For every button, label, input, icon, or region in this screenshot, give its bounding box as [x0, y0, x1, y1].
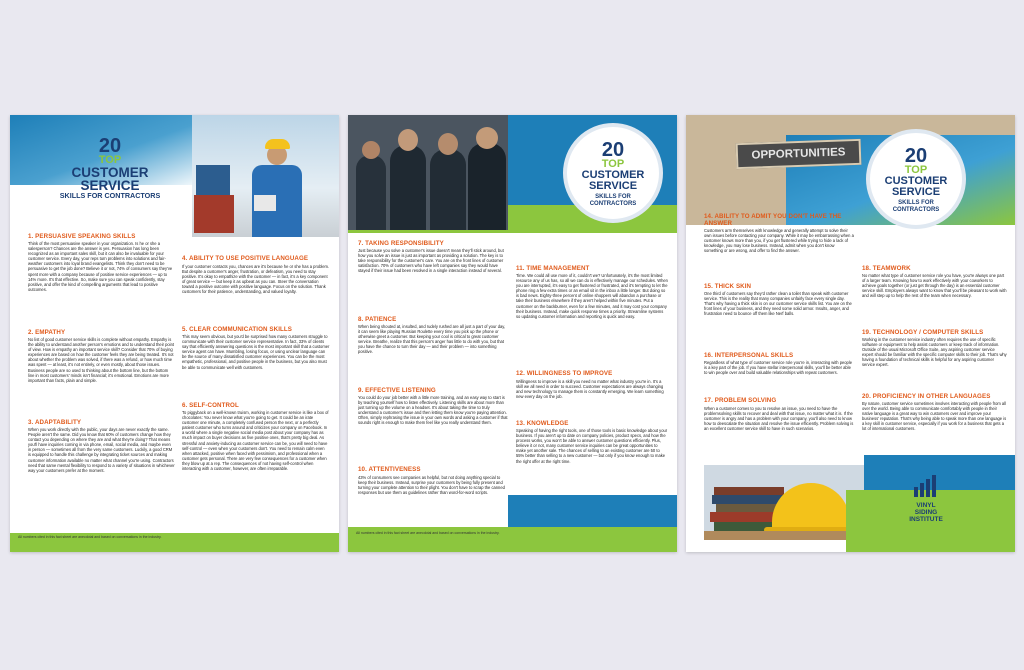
opportunities-banner: OPPORTUNITIES	[736, 139, 862, 169]
title-subtitle: SKILLS FOR CONTRACTORS	[892, 200, 940, 213]
title-top: TOP	[904, 164, 928, 176]
vsi-logo	[906, 473, 946, 535]
text-18: No matter what type of customer service role you have, you're always one part of a larger team. Knowing how to work effectively with your coworkers to achieve goals together (or just get through the day) is an essential customer service skill. Employers always want to know that you'll be pleasant to work with and will step up to help the rest of the team when necessary.	[862, 273, 1007, 299]
text-17: When a customer comes to you to resolve an issue, you need to have the problemsolving skills to recover and deal with that issue, no matter what it is. If the customer is angry and has a problem with your company, you'll also need to know how to deescalate the situation and resolve the issue efficiently. Problem solving is an excellent customer service skill to have in such scenarios.	[704, 406, 854, 432]
page-1	[10, 115, 339, 552]
title-block	[30, 137, 190, 200]
text-14: Customers arm themselves with knowledge and generally attempt to solve their own issues before contacting your company. While it may be embarrassing when a customer knows more than you, if you get flustered while trying to hide a lack of knowledge, you may lose business. Instead, admit when you don't know something or are wrong, and offer to find the answer.	[704, 228, 854, 254]
heading-8: 8. PATIENCE	[358, 316, 397, 323]
text-7: Just because you solve a customer's issue doesn't mean they'll stick around, but how you solve an issue is just as important as providing a solution. The key is to take responsibility for the customer's care. You are on the front lines of customer satisfaction. 70% of customers who have left companies say they would have stayed if their issue had been resolved in a single interaction instead of several.	[358, 248, 504, 274]
title-number: 20	[904, 145, 928, 167]
photo-worker	[192, 115, 339, 237]
heading-12: 12. WILLINGNESS TO IMPROVE	[516, 370, 613, 377]
heading-9: 9. EFFECTIVE LISTENING	[358, 387, 436, 394]
title-circle	[563, 123, 663, 223]
footnote: All numbers cited in this fact sheet are anecdotal and based on conversations in the industry.	[356, 531, 500, 535]
heading-6: 6. SELF-CONTROL	[182, 402, 239, 409]
heading-5: 5. CLEAR COMMUNICATION SKILLS	[182, 326, 293, 333]
text-1: Think of the most persuasive speaker in your organization. Is he or she a salesperson? Chances are the answer is yes. Persuasion has long been recognized as an important sales skill, but it can also be invaluable for your customer service. Every day, your reps turn problems into solutions and fair-weather customers into loyal brand evangelists. Think they don't need to be persuasive to get the job done? Believe it or not, 74% of consumers say they've spent more with a company because of positive service experiences — up to 14% more. It's that effective. So, make sure you can speak confidently, stay positive, and offer the kind of compelling arguments that lead to positive outcomes.	[28, 241, 173, 292]
text-2: No list of good customer service skills is complete without empathy. Empathy is the ability to understand another person's emotions and to understand their point of view. How is empathy an important service skill? Consider that 70% of buying experiences are based on how the customer feels they are being treated. It's not about whether the problem was solved, if there was a refund, or how much time was spent — at least, it's not entirely, or even mostly, about those issues. Business people are so used to thinking about the bottom line, but the bottom line in most customers' minds isn't financial; it's emotional. Emotions are more important than facts, plain and simple.	[28, 337, 174, 383]
title-subtitle: SKILLS FOR CONTRACTORS	[59, 191, 161, 200]
heading-19: 19. TECHNOLOGY / COMPUTER SKILLS	[862, 329, 984, 336]
text-4: If your customer contacts you, chances are it's because he or she has a problem. But despite a customer's anger, frustration, or defeatism, you need to stay positive. It's okay to empathize with the customer — in fact, it's a key component of great service — but keep it as upbeat as you can. Steer the conversation toward a positive outcome with positive language. Focus on the solution. Thank customers for their patience, understanding, and valued loyalty.	[182, 264, 330, 295]
title-number: 20	[601, 139, 625, 161]
text-12: Willingness to improve is a skill you need no matter what industry you're in. It's a skill we all need in order to succeed. Customer expectations are always changing and new technology to manage them is constantly emerging. We learn something new every day on the job.	[516, 379, 664, 400]
text-10: 43% of consumers see companies as helpful, but not doing anything special to keep their business. Instead, surprise your customers by being fully present and turning your complete attention to their plight. You don't have to scrap the canned responses but use them as guidelines rather than word-for-word scripts.	[358, 475, 505, 496]
heading-13: 13. KNOWLEDGE	[516, 420, 569, 427]
page-2	[348, 115, 677, 552]
heading-4: 4. ABILITY TO USE POSITIVE LANGUAGE	[182, 255, 309, 262]
text-19: Working in the customer service industry often requires the use of specific software or equipment to help assist customers or keep track of information. Outside of the usual Microsoft Office Suite, any aspiring customer service expert should be familiar with the specific computer skills to their job. That's why having a foundation of technical skills is helpful for any aspiring customer service expert.	[862, 337, 1007, 368]
photo-hardhat-books	[704, 465, 864, 540]
heading-10: 10. ATTENTIVENESS	[358, 466, 421, 473]
text-9: You could do your job better with a little more training, and an easy way to start is by teaching yourself how to listen effectively. Listening skills are about more than just turning up the volume on a headset. It's about taking the time to truly understand a customer's issue and then letting them know you're paying attention. Often, simply rephrasing the issue in your own words and asking a customer if that sounds right is enough to make them feel like you really understand them.	[358, 395, 508, 426]
footnote: All numbers cited in this fact sheet are anecdotal and based on conversations in the industry.	[18, 535, 162, 539]
heading-17: 17. PROBLEM SOLVING	[704, 397, 777, 404]
heading-3: 3. ADAPTABILITY	[28, 419, 82, 426]
heading-11: 11. TIME MANAGEMENT	[516, 265, 590, 272]
text-15: One third of customers say they'd rather clean a toilet than speak with customer service. This is the reality that many companies unfairly face every single day. That's why having a thick skin is on our customer service skills list. You are on the front lines of your business, and they need some solid armor. Insults, anger, and frustration need to bounce off them like Nerf balls.	[704, 291, 852, 317]
title-circle	[866, 129, 966, 229]
page-3	[686, 115, 1015, 552]
title-main: CUSTOMER SERVICE	[884, 175, 948, 198]
heading-15: 15. THICK SKIN	[704, 283, 752, 290]
vsi-logo-icon	[911, 473, 941, 497]
heading-16: 16. INTERPERSONAL SKILLS	[704, 352, 794, 359]
text-16: Regardless of what type of customer service role you're in, interacting with people is a key part of the job. If you have stellar interpersonal skills, you'll be better able to win people over and build valuable relationships with repeat customers.	[704, 360, 853, 376]
footer-blue	[508, 495, 677, 527]
text-8: When being shouted at, insulted, and rudely rushed are all just a part of your day, it can seem like playing Russian Roulette every time you pick up the phone or otherwise greet a customer. But keeping your cool is critical to great customer service. Breathe, realize that this person's anger has little to do with you, but that you have the chance to turn their day — and their problem — into something positive.	[358, 324, 506, 355]
heading-2: 2. EMPATHY	[28, 329, 66, 336]
title-subtitle: SKILLS FOR CONTRACTORS	[589, 194, 637, 207]
text-11: Time. We could all use more of it, couldn't we? Unfortunately, it's the most limited resource any of us has, so all we can do is effectively manage our schedules. When you are interrupted, it's easy to get flustered or frustrated, and it's tempting to let the phone ring a few extra times or an email sit in the inbox a little longer. But doing so is bad news. Eighty-three percent of online shoppers will abandon a purchase or take their business elsewhere if they aren't helped within five minutes. Put a customer on the backburner, even for a few minutes, and it may cost your company their business. Instead, make quick response times a priority. Streamline systems so updating customer information and reporting is quick and easy.	[516, 273, 668, 319]
title-main: CUSTOMER SERVICE	[581, 169, 645, 192]
text-20: By nature, customer service sometimes involves interacting with people from all over the world. Being able to communicate comfortably with people in their native language is a great way to win customers over and improve your business' reputation. That's why being able to speak more than one language is a key skill in customer service, especially if you work for a business that gets a lot of international customers.	[862, 401, 1007, 432]
title-top: TOP	[98, 154, 122, 166]
heading-14: 14. ABILITY TO ADMIT YOU DON'T HAVE THE ANSWER	[704, 213, 842, 227]
heading-20: 20. PROFICIENCY IN OTHER LANGUAGES	[862, 393, 991, 400]
title-top: TOP	[601, 158, 625, 170]
heading-7: 7. TAKING RESPONSIBILITY	[358, 240, 444, 247]
title-main: CUSTOMER SERVICE	[71, 165, 149, 193]
text-3: When you work directly with the public, your days are never exactly the same. People aren't the same. Did you know that 60% of customers change how they contact you depending on where they are and what they're doing? That means you'll have inquiries coming in via phone, email, social media, and maybe even in person — sometimes all from the very same customers. Luckily, a good CRM is equipped to handle this challenge by integrating ticket sources and making customer information available no matter what channel you're using. Contractors need that same mental flexibility to respond to a variety of situations in whichever way your customers prefer at the moment.	[28, 427, 175, 473]
title-number: 20	[98, 135, 122, 157]
text-6: To piggyback on a well-known truism, working in customer service is like a box of chocolates: You never know what you're going to get. It could be an irate customer one minute, a completely confused person the next, or a perfectly patient customer who turns around and criticizes your company on Facebook. In a world where a single negative social media post about your company has as much impact on buyer decisions as five positive ones, that's pretty big deal. As stressful and anxiety-inducing as customer service can be, you will need to have self-control — even when your customers don't. You need to remain calm even when attacked, positive when faced with pessimism, and professional when a customer gets personal. There are very few consequences for a customer when they blow up at a rep. The consequences of not having self-control when interacting with a customer, however, are often irreparable.	[182, 410, 329, 472]
text-5: This may seem obvious, but you'd be surprised how many customers struggle to communicate with their customer service representative. In fact, 33% of clients say that efficiently answering questions is the most important skill that a customer service agent can have. Mumbling, losing focus, or using unclear language can be the source of many dissatisfied customer experiences. You can be the most empathetic, professional, and positive people in the business, but you also must be able to communicate well with customers.	[182, 334, 330, 370]
text-13: Speaking of having the right tools, one of those tools is basic knowledge about your business. If you aren't up to date on company policies, product specs, and how the process works, you won't be able to answer customer questions efficiently. Plus, believe it or not, many customer service inquiries can be great opportunities to make yet another sale. The chances of selling to an existing customer are 50 to 55% better than selling to a new customer — but only if you know enough to make the right offer at the right time.	[516, 428, 668, 464]
photo-team	[348, 115, 508, 230]
heading-1: 1. PERSUASIVE SPEAKING SKILLS	[28, 233, 136, 240]
heading-18: 18. TEAMWORK	[862, 265, 911, 272]
vsi-logo-text: VINYL SIDING INSTITUTE	[909, 502, 943, 523]
